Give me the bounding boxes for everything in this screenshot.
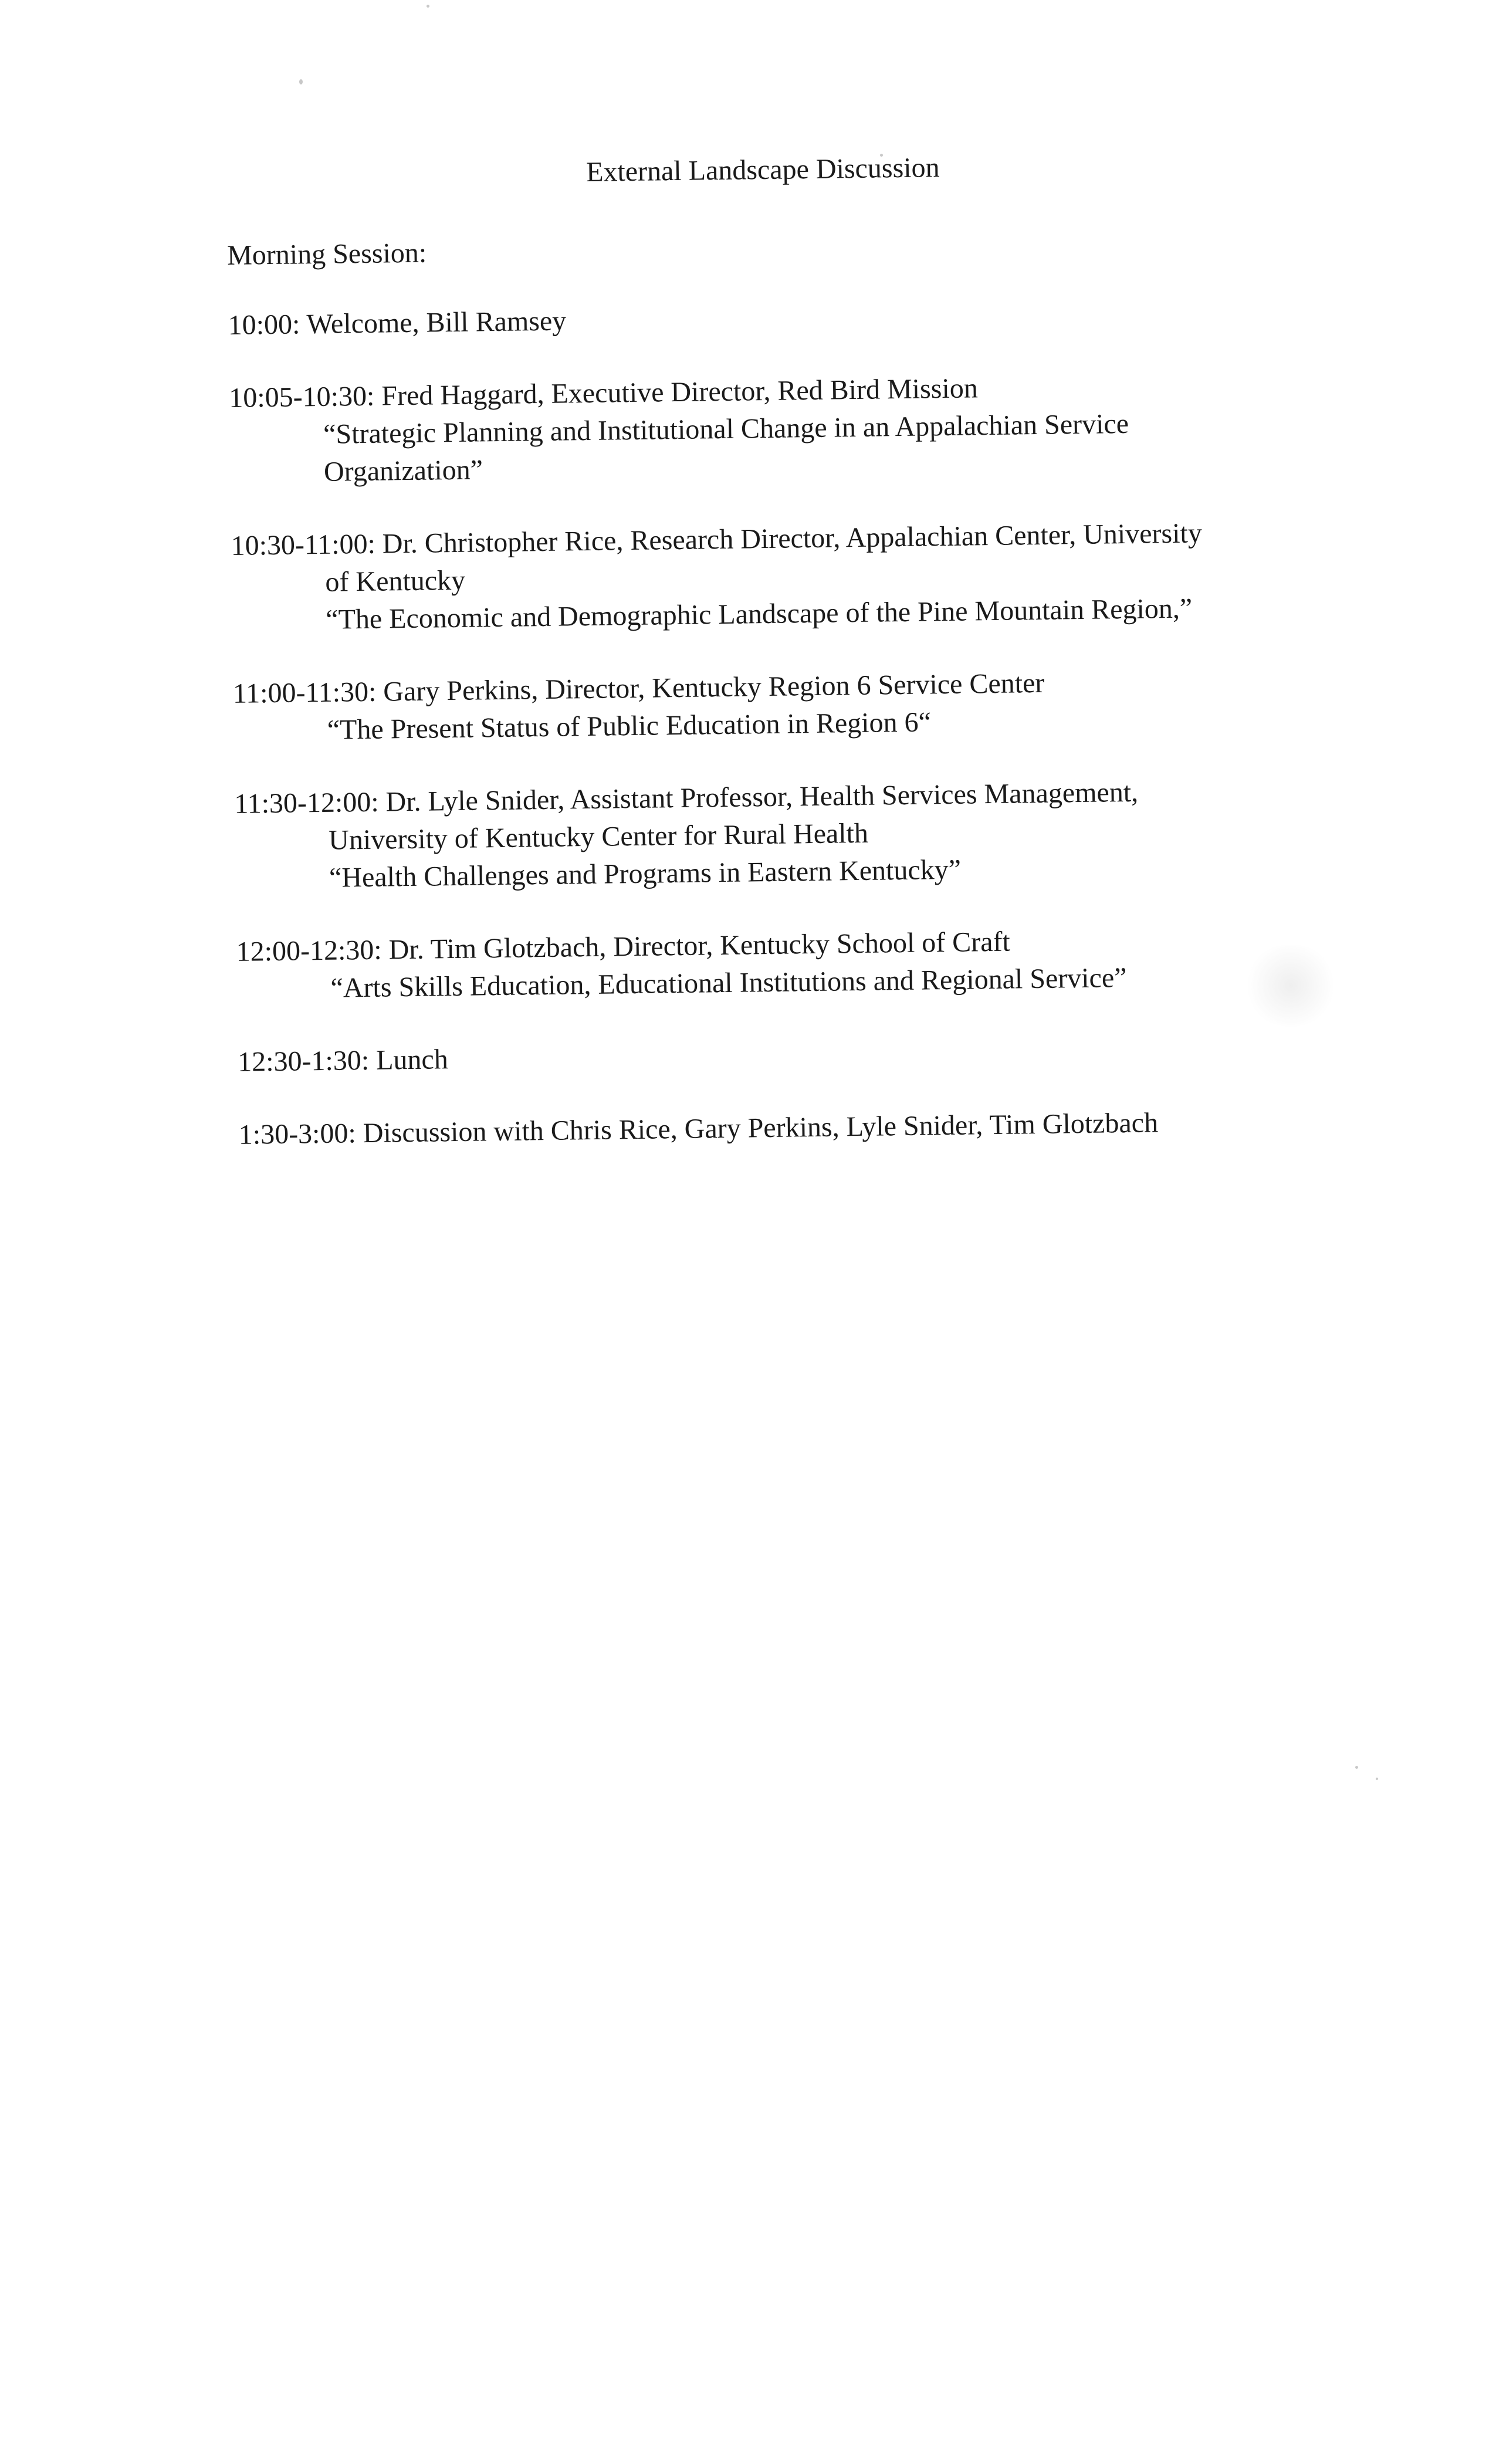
schedule-entry: [229, 365, 1345, 492]
scan-speck: [1376, 1778, 1378, 1780]
scan-speck: [299, 79, 303, 84]
scan-speck: [1355, 1766, 1358, 1769]
entry-talk-title-continued: Organization”: [323, 454, 483, 488]
entry-time-speaker: 10:05-10:30: Fred Haggard, Executive Director, Red Bird Mission: [229, 373, 979, 414]
document-title: External Landscape Discussion: [585, 152, 940, 188]
entry-affiliation-continued: of Kentucky: [325, 564, 466, 598]
schedule-content: [226, 144, 1354, 1189]
schedule-entry: [231, 513, 1346, 640]
entry-talk-title: “Arts Skills Education, Educational Institutions and Regional Service”: [330, 962, 1127, 1004]
entry-talk-title: “The Economic and Demographic Landscape of the Pine Mountain Region,”: [325, 593, 1193, 635]
entry-time-speaker: 12:30-1:30: Lunch: [237, 1044, 449, 1078]
entry-talk-title: “The Present Status of Public Education in Region 6“: [327, 706, 932, 746]
entry-time-speaker: 10:30-11:00: Dr. Christopher Rice, Research Director, Appalachian Center, University: [231, 517, 1203, 561]
entry-talk-title: “Health Challenges and Programs in Eastern Kentucky”: [329, 854, 962, 893]
schedule-entry: [238, 1102, 1353, 1154]
entry-time-speaker: 11:30-12:00: Dr. Lyle Snider, Assistant Professor, Health Services Management,: [234, 776, 1139, 820]
entry-time-speaker: 11:00-11:30: Gary Perkins, Director, Kentucky Region 6 Service Center: [232, 667, 1045, 709]
schedule-entry: [233, 661, 1349, 750]
entry-time-speaker: 10:00: Welcome, Bill Ramsey: [228, 305, 567, 341]
entry-talk-title: “Strategic Planning and Institutional Change in an Appalachian Service: [323, 408, 1129, 450]
schedule-entry: [228, 292, 1343, 344]
schedule-entry: [238, 1029, 1353, 1081]
entry-time-speaker: 12:00-12:30: Dr. Tim Glotzbach, Director, Kentucky School of Craft: [236, 926, 1011, 967]
session-heading: Morning Session:: [226, 237, 427, 271]
entry-affiliation-continued: University of Kentucky Center for Rural Health: [328, 817, 869, 856]
schedule-entry: [234, 771, 1350, 898]
schedule-entry: [236, 919, 1352, 1008]
entry-time-speaker: 1:30-3:00: Discussion with Chris Rice, Gary Perkins, Lyle Snider, Tim Glotzbach: [238, 1107, 1159, 1150]
scan-speck: [427, 5, 429, 8]
